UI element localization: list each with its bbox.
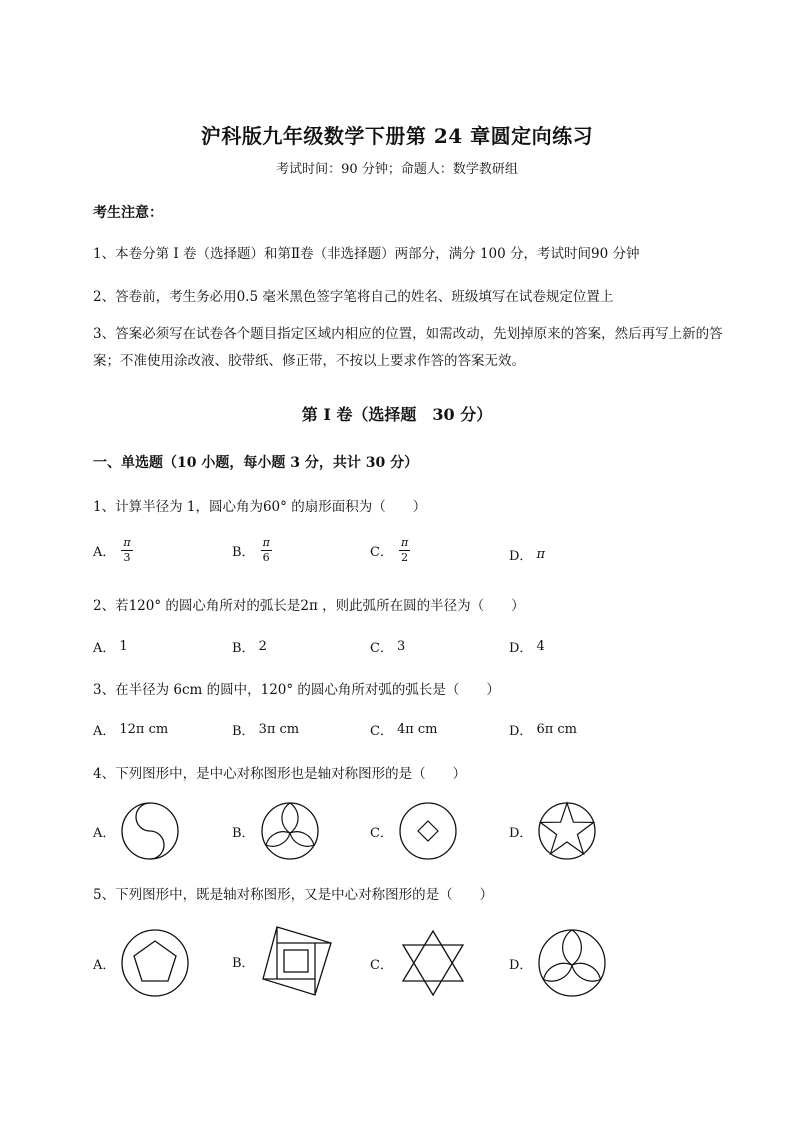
option-letter: A． (93, 545, 116, 560)
question-5-option-c (370, 927, 469, 999)
option-text: π (536, 547, 545, 562)
question-3-option-c (370, 720, 438, 739)
question-1-option-c (370, 536, 410, 565)
question-4-option-c (370, 800, 459, 862)
question-2-option-a (93, 637, 128, 656)
option-letter: A． (93, 825, 116, 841)
question-4-option-d (509, 800, 598, 862)
option-text: 12π cm (119, 722, 169, 737)
denominator: 3 (123, 551, 131, 564)
option-text: 3π cm (258, 722, 300, 737)
option-letter: A． (93, 957, 116, 973)
page-title: 沪科版九年级数学下册第 24 章圆定向练习 (200, 124, 594, 148)
section-title: 第 I 卷（选择题 30 分） (301, 405, 493, 424)
question-3-option-a (93, 720, 168, 739)
question-2-stem: 2、若120° 的圆心角所对的弧长是2π ，则此弧所在圆的半径为（ ） (93, 598, 525, 614)
option-letter: A． (93, 724, 116, 739)
notice-heading: 考生注意： (93, 205, 163, 221)
option-letter: D． (509, 641, 533, 656)
six-pointed-star-icon (397, 927, 469, 999)
question-2-option-b (232, 637, 267, 656)
fraction (399, 536, 410, 565)
question-4-stem: 4、下列图形中，是中心对称图形也是轴对称图形的是（ ） (93, 766, 467, 782)
fraction (121, 536, 132, 565)
question-1-option-b (232, 536, 272, 565)
yin-yang-circle-icon (119, 800, 181, 862)
exam-info: 考试时间：90 分钟；命题人：数学教研组 (276, 162, 518, 177)
numerator: π (262, 536, 270, 549)
question-4-option-b (232, 800, 321, 862)
notice-item-3: 3、答案必须写在试卷各个题目指定区域内相应的位置，如需改动，先划掉原来的答案，然后再写上新的答案；不准使用涂改液、胶带纸、修正带，不按以上要求作答的答案无效。 (93, 326, 723, 369)
question-5-option-b (232, 923, 335, 999)
option-letter: C． (370, 957, 393, 973)
question-3-option-b (232, 720, 299, 739)
star-in-circle-icon (536, 800, 598, 862)
pentagon-in-circle-icon (119, 927, 191, 999)
option-letter: C． (370, 825, 393, 841)
question-1-stem: 1、计算半径为 1，圆心角为60° 的扇形面积为（ ） (93, 499, 427, 515)
option-letter: C． (370, 545, 393, 560)
numerator: π (123, 536, 131, 549)
notice-item-1: 1、本卷分第 I 卷（选择题）和第Ⅱ卷（非选择题）两部分，满分 100 分，考试时间90 分钟 (93, 246, 640, 262)
question-5-option-d (509, 927, 608, 999)
option-letter: B． (232, 641, 255, 656)
notice-item-2: 2、答卷前，考生务必用0.5 毫米黑色签字笔将自己的姓名、班级填写在试卷规定位置上 (93, 289, 614, 305)
question-1-option-a (93, 536, 133, 565)
option-letter: D． (509, 825, 533, 841)
option-letter: B． (232, 724, 255, 739)
three-petal-circle-icon (259, 800, 321, 862)
option-letter: B． (232, 825, 255, 841)
denominator: 2 (401, 551, 409, 564)
option-letter: B． (232, 955, 255, 971)
circle-with-diamond-icon (397, 800, 459, 862)
question-4-option-a (93, 800, 181, 862)
numerator: π (400, 536, 409, 549)
question-3-option-d (509, 720, 577, 739)
option-text: 4π cm (396, 722, 438, 737)
option-text: 2 (258, 639, 267, 654)
option-text: 3 (396, 639, 406, 654)
part-heading: 一、单选题（10 小题，每小题 3 分，共计 30 分） (93, 455, 419, 471)
question-2-option-d (509, 637, 545, 656)
fraction (261, 536, 272, 565)
option-text: 1 (119, 639, 128, 654)
option-letter: D． (509, 724, 533, 739)
denominator: 6 (262, 551, 270, 564)
option-letter: B． (232, 545, 255, 560)
option-text: 6π cm (536, 722, 577, 737)
option-letter: C． (370, 641, 393, 656)
question-5-stem: 5、下列图形中，既是轴对称图形，又是中心对称图形的是（ ） (93, 887, 494, 903)
question-1-option-d (509, 545, 545, 564)
option-letter: D． (509, 957, 533, 973)
option-letter: D． (509, 549, 533, 564)
option-letter: C． (370, 724, 393, 739)
option-text: 4 (536, 639, 545, 654)
question-2-option-c (370, 637, 405, 656)
option-letter: A． (93, 641, 116, 656)
question-5-option-a (93, 927, 191, 999)
three-petal-circle-icon (536, 927, 608, 999)
question-3-stem: 3、在半径为 6cm 的圆中，120° 的圆心角所对弧的弧长是（ ） (93, 682, 500, 698)
pinwheel-squares-icon (259, 923, 335, 999)
